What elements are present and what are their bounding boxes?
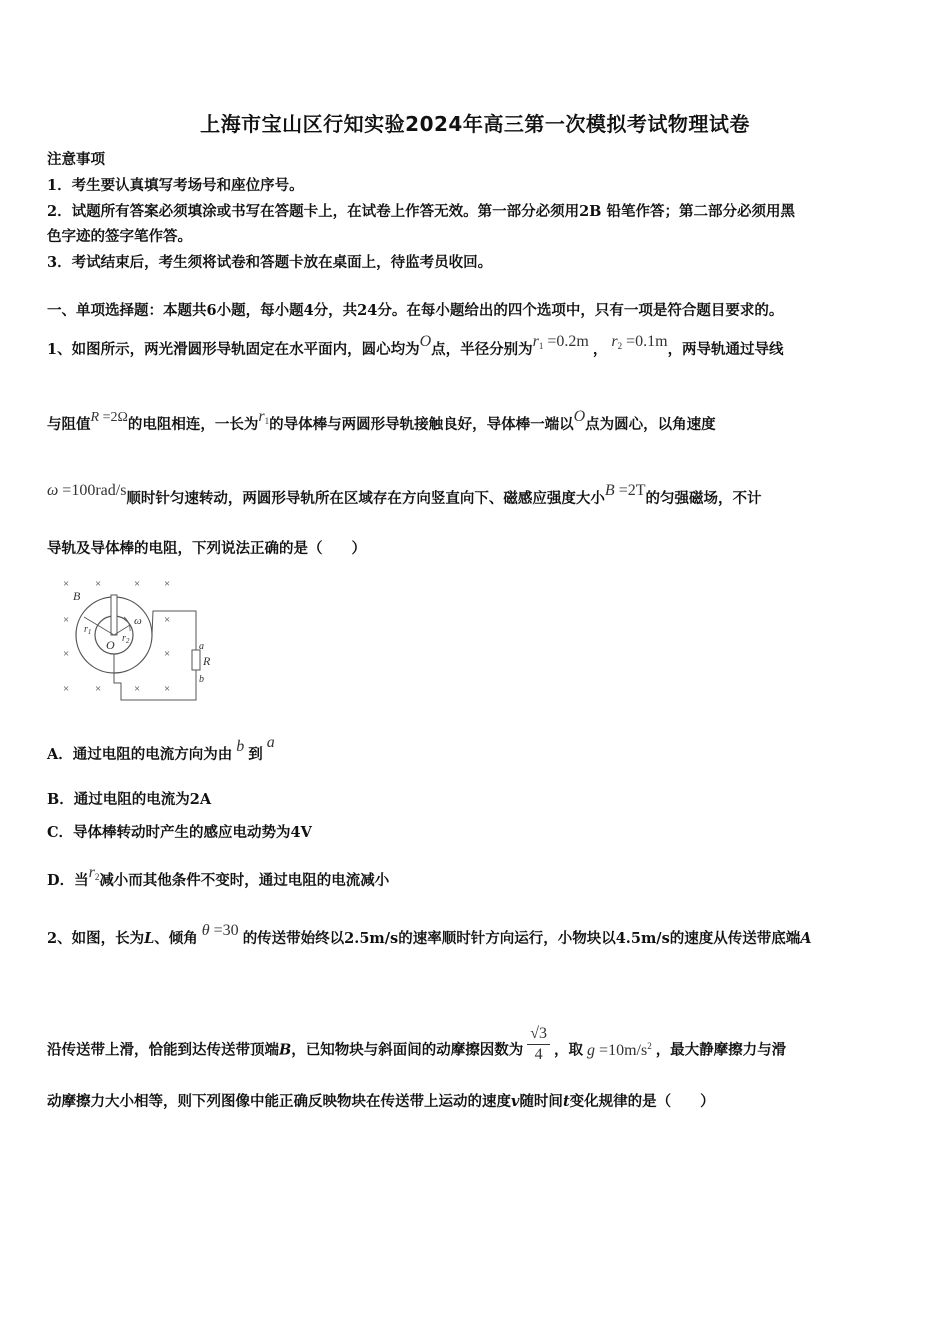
notice-item-1: 1．考生要认真填写考场号和座位序号。 bbox=[47, 177, 304, 194]
cross: × bbox=[63, 648, 70, 660]
math-r1: $r_1 =0.2m$ bbox=[532, 333, 589, 351]
conductor-rod bbox=[111, 595, 117, 635]
cross: × bbox=[134, 578, 141, 590]
notice-item-2-cont: 色字迹的签字笔作答。 bbox=[47, 228, 192, 245]
cross: × bbox=[164, 648, 171, 660]
q1-line-2: 与阻值R =2Ω的电阻相连，一长为$r_1$的导体棒与两圆形导轨接触良好，导体棒一端以O点为圆心，以角速度 bbox=[47, 408, 716, 433]
math-g: $g =10m/s^2$ bbox=[587, 1040, 652, 1059]
resistor bbox=[192, 650, 200, 670]
q2-line-1: 2、如图，长为L、倾角 θ =30 的传送带始终以2.5m/s的速率顺时针方向运行，小物块以4.5m/s的速度从传送带底端A bbox=[47, 922, 812, 947]
label-B: B bbox=[73, 589, 81, 603]
q1-option-b: B．通过电阻的电流为2A bbox=[47, 791, 212, 808]
math-r2-opt: $r_2$ bbox=[88, 864, 100, 882]
label-a: a bbox=[199, 641, 204, 652]
cross: × bbox=[63, 578, 70, 590]
cross: × bbox=[164, 683, 171, 695]
label-omega: ω bbox=[134, 615, 142, 627]
label-O: O bbox=[106, 638, 115, 652]
math-R: R =2Ω bbox=[90, 410, 128, 425]
cross: × bbox=[95, 683, 102, 695]
cross: × bbox=[63, 683, 70, 695]
q1-line-3: ω =100rad/s顺时针匀速转动，两圆形导轨所在区域存在方向竖直向下、磁感应强度大小B =2T的匀强磁场，不计 bbox=[47, 482, 762, 507]
math-O: O bbox=[419, 333, 432, 350]
q1-option-a: A．通过电阻的电流方向为由 b 到a bbox=[47, 734, 275, 763]
notice-heading: 注意事项 bbox=[47, 151, 105, 168]
q1-option-c: C．导体棒转动时产生的感应电动势为4V bbox=[47, 824, 312, 841]
cross: × bbox=[164, 614, 171, 626]
circuit-figure bbox=[54, 575, 224, 705]
label-R: R bbox=[203, 654, 211, 668]
label-r2: $r_2$ bbox=[122, 633, 130, 645]
cross: × bbox=[63, 614, 70, 626]
math-r2: $r_2 =0.1m$ bbox=[611, 333, 668, 351]
section-heading: 一、单项选择题：本题共6小题，每小题4分，共24分。在每小题给出的四个选项中，只有一项是符合题目要求的。 bbox=[47, 302, 784, 319]
notice-item-3: 3．考试结束后，考生须将试卷和答题卡放在桌面上，待监考员收回。 bbox=[47, 254, 493, 271]
wire-top bbox=[152, 611, 196, 650]
math-fraction: $\frac{√3}{4}$ bbox=[527, 1024, 550, 1065]
q1-line-1: 1、如图所示，两光滑圆形导轨固定在水平面内，圆心均为O点，半径分别为$r_1 =0.2m$ ， $r_2 =0.1m$，两导轨通过导线 bbox=[47, 333, 784, 358]
math-b: b bbox=[236, 738, 245, 755]
q1-option-d: D．当$r_2$减小而其他条件不变时，通过电阻的电流减小 bbox=[47, 864, 390, 889]
cross: × bbox=[164, 578, 171, 590]
q2-line-3: 动摩擦力大小相等，则下列图像中能正确反映物块在传送带上运动的速度v随时间t变化规律的是（ ） bbox=[47, 1093, 715, 1110]
notice-item-2: 2．试题所有答案必须填涂或书写在答题卡上，在试卷上作答无效。第一部分必须用2B 铅笔作答；第二部分必须用黑 bbox=[47, 203, 795, 220]
math-r1-len: $r_1$ bbox=[258, 408, 270, 426]
math-theta: θ =30 bbox=[201, 922, 239, 939]
math-B: B =2T bbox=[604, 482, 646, 499]
math-a: a bbox=[266, 734, 275, 751]
q2-line-2: 沿传送带上滑，恰能到达传送带顶端B，已知物块与斜面间的动摩擦因数为 $\frac{√3}{4}$ ，取 $g =10m/s^2$ ，最大静摩擦力与滑 bbox=[47, 1025, 787, 1063]
cross: × bbox=[134, 683, 141, 695]
math-omega: ω =100rad/s bbox=[47, 482, 127, 499]
page-title: 上海市宝山区行知实验2024年高三第一次模拟考试物理试卷 bbox=[200, 112, 750, 136]
label-b: b bbox=[199, 674, 204, 685]
cross: × bbox=[95, 578, 102, 590]
wire-bottom bbox=[114, 654, 196, 700]
label-r1: $r_1$ bbox=[84, 624, 92, 636]
q1-line-4: 导轨及导体棒的电阻，下列说法正确的是（ ） bbox=[47, 540, 366, 557]
